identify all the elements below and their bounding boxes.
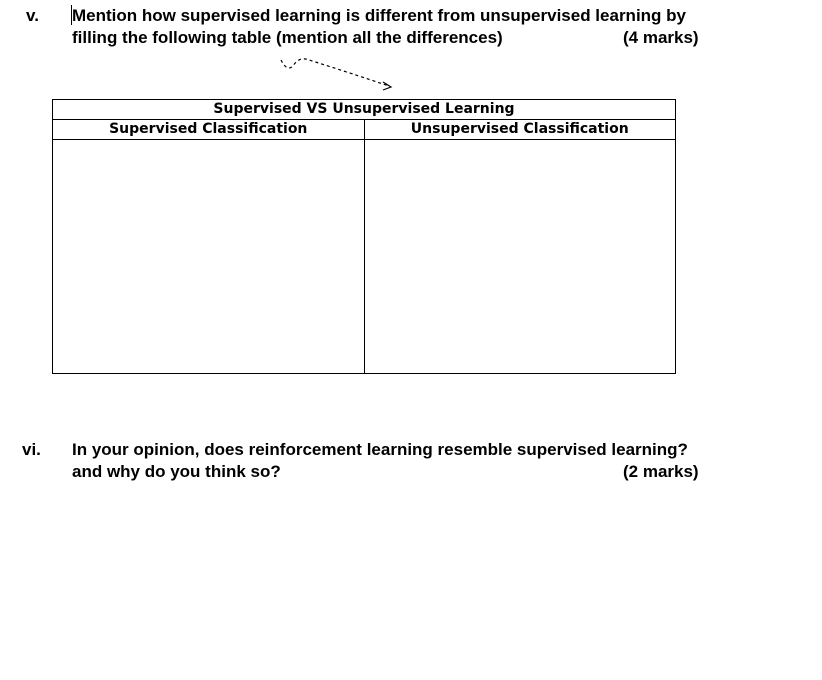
table-title: Supervised VS Unsupervised Learning — [53, 100, 676, 120]
column-header-unsupervised: Unsupervised Classification — [364, 120, 676, 140]
question-v-line-1: Mention how supervised learning is different from unsupervised learning by — [72, 6, 686, 25]
differences-table — [52, 99, 676, 374]
question-v-number: v. — [26, 6, 39, 25]
question-vi-number: vi. — [22, 440, 41, 459]
column-header-supervised: Supervised Classification — [53, 120, 365, 140]
question-vi-marks: (2 marks) — [623, 462, 699, 481]
question-vi-line-1: In your opinion, does reinforcement learning resemble supervised learning? — [72, 440, 688, 459]
question-v-line-2: filling the following table (mention all the differences) — [72, 28, 503, 47]
answer-cell-unsupervised[interactable] — [364, 140, 676, 374]
dashed-arrow-icon — [275, 50, 405, 98]
question-v-marks: (4 marks) — [623, 28, 699, 47]
answer-cell-supervised[interactable] — [53, 140, 365, 374]
question-vi-line-2: and why do you think so? — [72, 462, 281, 481]
